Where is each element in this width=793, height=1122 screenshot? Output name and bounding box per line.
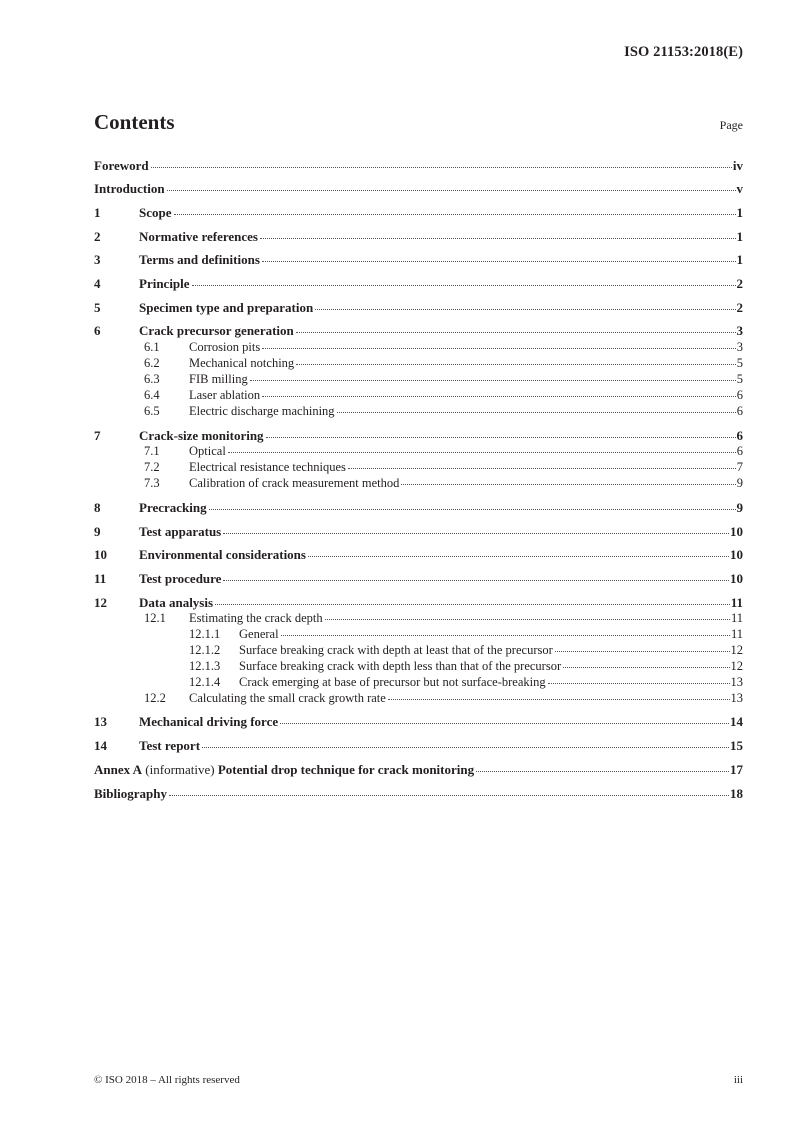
dot-leader (548, 683, 730, 684)
toc-entry-title[interactable]: Test procedure (139, 571, 222, 586)
dot-leader (266, 437, 736, 438)
toc-entry[interactable] (94, 476, 743, 491)
toc-entry-page[interactable]: 13 (730, 675, 743, 689)
toc-entry-number: 6.4 (144, 388, 160, 402)
dot-leader (296, 364, 736, 365)
toc-entry-title[interactable]: Estimating the crack depth (189, 611, 323, 625)
toc-entry-title[interactable]: Mechanical driving force (139, 714, 279, 729)
toc-entry[interactable] (94, 524, 743, 540)
toc-entry-page[interactable]: 14 (730, 714, 743, 729)
toc-entry-page[interactable]: 11 (730, 611, 743, 625)
toc-entry-page[interactable]: 3 (736, 323, 743, 338)
toc-entry[interactable] (94, 675, 743, 690)
toc-entry-title[interactable]: Bibliography (94, 786, 167, 801)
dot-leader (262, 396, 736, 397)
dot-leader (308, 556, 729, 557)
toc-entry-page[interactable]: 6 (736, 444, 743, 458)
toc-entry-number: 6 (94, 323, 101, 338)
toc-entry-title[interactable]: Laser ablation (189, 388, 261, 402)
toc-entry-page[interactable]: 13 (730, 691, 743, 705)
toc-entry-number: 12.1 (144, 611, 166, 625)
toc-entry-number: 6.2 (144, 356, 160, 370)
dot-leader (555, 651, 730, 652)
toc-entry-number: 7.2 (144, 460, 160, 474)
toc-entry-page[interactable]: 7 (736, 460, 743, 474)
toc-entry[interactable] (94, 356, 743, 371)
toc-entry-page[interactable]: 2 (736, 276, 743, 291)
dot-leader (174, 214, 736, 215)
dot-leader (167, 190, 736, 191)
toc-entry-page[interactable]: 11 (730, 627, 743, 641)
toc-entry[interactable] (94, 571, 743, 587)
toc-entry-page[interactable]: 5 (736, 372, 743, 386)
toc-entry-page[interactable]: 10 (730, 524, 743, 539)
toc-entry-number: 12.1.3 (189, 659, 221, 673)
toc-entry-title[interactable]: Electric discharge machining (189, 404, 335, 418)
dot-leader (315, 309, 735, 310)
toc-entry-number: 2 (94, 229, 101, 244)
toc-entry-title[interactable] (94, 762, 474, 778)
dot-leader (250, 380, 736, 381)
toc-entry-number: 12 (94, 595, 107, 610)
toc-entry[interactable] (94, 460, 743, 475)
toc-entry-number: 7 (94, 428, 101, 443)
toc-entry-title[interactable]: Principle (139, 276, 190, 291)
dot-leader (348, 468, 736, 469)
toc-entry-page[interactable]: 12 (730, 659, 743, 673)
dot-leader (202, 747, 729, 748)
toc-entry[interactable] (94, 323, 743, 339)
dot-leader (228, 452, 736, 453)
dot-leader (192, 285, 736, 286)
toc-entry-title[interactable]: Terms and definitions (139, 252, 260, 267)
toc-entry[interactable] (94, 229, 743, 245)
toc-entry-page[interactable]: 11 (730, 595, 743, 610)
toc-entry-number: 8 (94, 500, 101, 515)
toc-entry[interactable] (94, 276, 743, 292)
toc-entry-title[interactable]: Surface breaking crack with depth less than that of the precursor (239, 659, 562, 673)
dot-leader (223, 580, 729, 581)
toc-entry-title[interactable]: Electrical resistance techniques (189, 460, 346, 474)
dot-leader (401, 484, 735, 485)
toc-entry-title[interactable]: Precracking (139, 500, 207, 515)
toc-entry-page[interactable]: 10 (730, 547, 743, 562)
dot-leader (281, 635, 730, 636)
toc-entry-page[interactable]: 12 (730, 643, 743, 657)
toc-entry-title[interactable]: Specimen type and preparation (139, 300, 314, 315)
toc-entry-page[interactable]: 3 (736, 340, 743, 354)
page-column-label: Page (719, 118, 743, 132)
toc-entry-number: 6.5 (144, 404, 160, 418)
toc-entry-title[interactable]: General (239, 627, 279, 641)
toc-entry-page[interactable]: 9 (736, 500, 743, 515)
toc-entry[interactable] (94, 714, 743, 730)
toc-entry-title[interactable]: Test report (139, 738, 201, 753)
toc-entry-title[interactable]: Mechanical notching (189, 356, 295, 370)
dot-leader (262, 348, 736, 349)
toc-entry[interactable] (94, 547, 743, 563)
toc-entry[interactable] (94, 340, 743, 355)
toc-entry-page[interactable]: 1 (736, 252, 743, 267)
toc-entry[interactable] (94, 181, 743, 197)
dot-leader (215, 604, 730, 605)
toc-entry-title[interactable]: Crack emerging at base of precursor but not surface-breaking (239, 675, 546, 689)
dot-leader (296, 332, 736, 333)
toc-entry-title[interactable]: Introduction (94, 181, 165, 196)
toc-entry-number: 12.1.4 (189, 675, 221, 689)
toc-entry[interactable] (94, 252, 743, 268)
toc-entry[interactable] (94, 691, 743, 706)
toc-entry-page[interactable]: 17 (730, 762, 743, 777)
toc-entry-title[interactable]: Crack-size monitoring (139, 428, 264, 443)
toc-entry-number: 13 (94, 714, 107, 729)
dot-leader (209, 509, 736, 510)
dot-leader (169, 795, 729, 796)
dot-leader (388, 699, 730, 700)
dot-leader (262, 261, 736, 262)
dot-leader (151, 167, 732, 168)
dot-leader (223, 533, 729, 534)
toc-entry[interactable] (94, 300, 743, 316)
toc-entry-number: 14 (94, 738, 107, 753)
toc-entry-page[interactable]: 6 (736, 388, 743, 402)
toc-entry-title[interactable]: Crack precursor generation (139, 323, 294, 338)
toc-entry[interactable] (94, 372, 743, 387)
toc-entry-title[interactable]: Data analysis (139, 595, 214, 610)
toc-entry-title[interactable]: Corrosion pits (189, 340, 261, 354)
toc-entry-page[interactable]: 6 (736, 404, 743, 418)
toc-entry[interactable] (94, 627, 743, 642)
annex-title: Potential drop technique for crack monitoring (217, 762, 475, 777)
toc-entry-page[interactable]: 1 (736, 205, 743, 220)
toc-entry[interactable] (94, 762, 743, 778)
dot-leader (280, 723, 729, 724)
toc-entry-page[interactable]: v (736, 181, 743, 196)
toc-entry-page[interactable]: iv (732, 158, 743, 173)
dot-leader (325, 619, 730, 620)
copyright-notice: © ISO 2018 – All rights reserved (94, 1074, 240, 1086)
toc-entry[interactable] (94, 738, 743, 754)
toc-entry-title[interactable]: Surface breaking crack with depth at least that of the precursor (239, 643, 553, 657)
toc-entry[interactable] (94, 205, 743, 221)
toc-entry-number: 6.3 (144, 372, 160, 386)
toc-entry[interactable] (94, 659, 743, 674)
toc-entry-number: 12.1.2 (189, 643, 221, 657)
toc-entry-number: 9 (94, 524, 101, 539)
toc-entry-page[interactable]: 15 (730, 738, 743, 753)
toc-entry-number: 12.2 (144, 691, 166, 705)
toc-entry[interactable] (94, 643, 743, 658)
dot-leader (337, 412, 736, 413)
dot-leader (476, 771, 729, 772)
page-title: Contents (94, 110, 175, 134)
toc-entry-number: 6.1 (144, 340, 160, 354)
toc-entry-number: 7.1 (144, 444, 160, 458)
toc-entry-number: 7.3 (144, 476, 160, 490)
toc-entry[interactable] (94, 158, 743, 174)
dot-leader (563, 667, 729, 668)
toc-entry-title[interactable]: Calculating the small crack growth rate (189, 691, 386, 705)
toc-entry-page[interactable]: 18 (730, 786, 743, 801)
toc-entry-page[interactable]: 6 (736, 428, 743, 443)
toc-entry[interactable] (94, 595, 743, 611)
toc-entry[interactable] (94, 500, 743, 516)
annex-label: Annex A (94, 762, 143, 777)
toc-entry[interactable] (94, 388, 743, 403)
toc-entry[interactable] (94, 444, 743, 459)
annex-type: (informative) (142, 762, 218, 777)
toc-entry-page[interactable]: 10 (730, 571, 743, 586)
page-number: iii (733, 1074, 743, 1086)
toc-entry[interactable] (94, 428, 743, 444)
toc-entry-title[interactable]: Environmental considerations (139, 547, 306, 562)
toc-entry-page[interactable]: 9 (736, 476, 743, 490)
toc-entry-title[interactable]: Normative references (139, 229, 258, 244)
toc-entry-title[interactable]: FIB milling (189, 372, 248, 386)
toc-entry-page[interactable]: 5 (736, 356, 743, 370)
toc-entry[interactable] (94, 786, 743, 802)
toc-entry-number: 12.1.1 (189, 627, 221, 641)
toc-entry[interactable] (94, 404, 743, 419)
dot-leader (260, 238, 736, 239)
toc-entry-title[interactable]: Scope (139, 205, 172, 220)
toc-entry-number: 5 (94, 300, 101, 315)
toc-entry-page[interactable]: 1 (736, 229, 743, 244)
toc-entry-title[interactable]: Calibration of crack measurement method (189, 476, 400, 490)
toc-entry-number: 10 (94, 547, 107, 562)
toc-entry-title[interactable]: Test apparatus (139, 524, 222, 539)
toc-entry[interactable] (94, 611, 743, 626)
toc-entry-number: 3 (94, 252, 101, 267)
toc-entry-number: 4 (94, 276, 101, 291)
toc-entry-title[interactable]: Optical (189, 444, 226, 458)
toc-entry-number: 11 (94, 571, 107, 586)
toc-entry-title[interactable]: Foreword (94, 158, 149, 173)
toc-entry-page[interactable]: 2 (736, 300, 743, 315)
toc-entry-number: 1 (94, 205, 101, 220)
document-id: ISO 21153:2018(E) (624, 44, 743, 60)
